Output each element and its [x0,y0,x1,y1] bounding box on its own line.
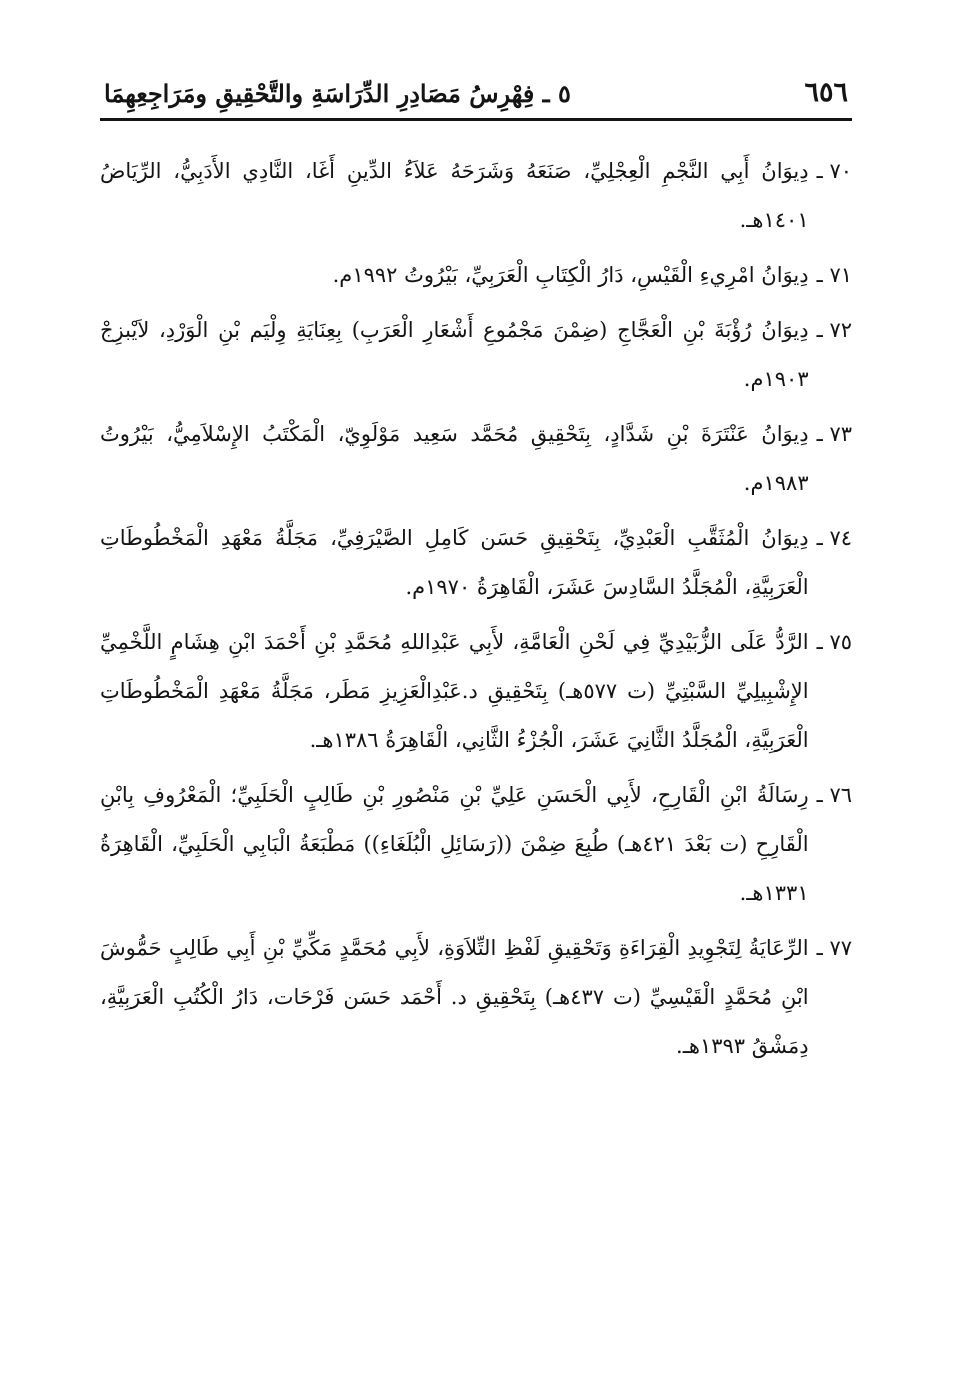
entry-number: ٧٥ ـ [816,630,852,654]
bibliography-entry-76 [100,771,852,918]
header-rule [100,118,852,121]
entry-number: ٧٤ ـ [816,526,852,550]
bibliography-entry-75 [100,618,852,765]
page-header [100,52,852,108]
entry-number: ٧٧ ـ [816,936,852,960]
entry-number: ٧٠ ـ [816,159,852,183]
entry-text: دِيوَانُ أَبِي النَّجْمِ الْعِجْلِيِّ، صَنَعَهُ وَشَرَحَهُ عَلاَءُ الدِّينِ أَغَا، النَّادِي الأَدَبِيُّ، الرِّيَاضُ ١٤٠١هـ. [100,159,809,232]
entry-number: ٧٢ ـ [816,318,852,342]
entry-text: رِسَالَةُ ابْنِ الْقَارِحِ، لأَبِي الْحَسَنِ عَلِيِّ بْنِ مَنْصُورِ بْنِ طَالِبٍ الْحَلَبِيِّ؛ الْمَعْرُوفِ بِابْنِ الْقَارِحِ (ت بَعْدَ ٤٢١هـ) طُبِعَ ضِمْنَ ((رَسَائِلِ الْبُلَغَاءِ)) مَطْبَعَةُ الْبَابِي الْحَلَبِيِّ، الْقَاهِرَةُ ١٣٣١هـ. [100,783,809,905]
bibliography-list [100,147,852,1071]
entry-text: دِيوَانُ امْرِيءِ الْقَيْسِ، دَارُ الْكِتَابِ الْعَرَبِيِّ، بَيْرُوتُ ١٩٩٢م. [332,263,809,287]
bibliography-entry-77 [100,924,852,1071]
bibliography-entry-73 [100,410,852,508]
entry-text: دِيوَانُ رُؤْبَةَ بْنِ الْعَجَّاجِ (ضِمْنَ مَجْمُوعِ أَشْعَارِ الْعَرَبِ) بِعِنَايَةِ وِلْيَم بْنِ الْوَرْدِ، لاَيْبزِجْ ١٩٠٣م. [100,318,809,391]
running-title: ٥ ـ فِهْرِسُ مَصَادِرِ الدِّرَاسَةِ والتَّحْقِيقِ ومَرَاجِعِهِمَا [104,79,571,108]
book-page [100,52,852,1077]
bibliography-entry-71 [100,251,852,300]
entry-text: دِيوَانُ عَنْتَرَةَ بْنِ شَدَّادٍ، بِتَحْقِيقِ مُحَمَّد سَعِيد مَوْلَوِيّ، الْمَكْتَبُ الإِسْلاَمِيُّ، بَيْرُوتُ ١٩٨٣م. [100,422,809,495]
entry-number: ٧٣ ـ [816,422,852,446]
entry-text: دِيوَانُ الْمُثَقَّبِ الْعَبْدِيِّ، بِتَحْقِيقِ حَسَن كَامِلِ الصَّيْرَفِيِّ، مَجَلَّةُ مَعْهَدِ الْمَخْطُوطَاتِ الْعَرَبِيَّةِ، الْمُجَلَّدُ السَّادِسَ عَشَرَ، الْقَاهِرَةُ ١٩٧٠م. [100,526,809,599]
entry-text: الرِّعَايَةُ لِتَجْوِيدِ الْقِرَاءَةِ وَتَحْقِيقِ لَفْظِ التِّلاَوَةِ، لأَبِي مُحَمَّدٍ مَكِّيِّ بْنِ أَبِي طَالِبٍ حَمُّوشَ ابْنِ مُحَمَّدٍ الْقَيْسِيِّ (ت ٤٣٧هـ) بِتَحْقِيقِ د. أَحْمَد حَسَن فَرْحَات، دَارُ الْكُتُبِ الْعَرَبِيَّةِ، دِمَشْقُ ١٣٩٣هـ. [100,936,809,1058]
page-number: ٦٥٦ [804,77,848,108]
entry-number: ٧٦ ـ [816,783,852,807]
bibliography-entry-72 [100,306,852,404]
bibliography-entry-70 [100,147,852,245]
bibliography-entry-74 [100,514,852,612]
entry-number: ٧١ ـ [816,263,852,287]
entry-text: الرَّدُّ عَلَى الزُّبَيْدِيِّ فِي لَحْنِ الْعَامَّةِ، لأَبِي عَبْدِاللهِ مُحَمَّدِ بْنِ أَحْمَدَ ابْنِ هِشَامٍ اللَّخْمِيِّ الإِشْبِيلِيِّ السَّبْتِيِّ (ت ٥٧٧هـ) بِتَحْقِيقِ د.عَبْدِالْعَزِيزِ مَطَر، مَجَلَّةُ مَعْهَدِ الْمَخْطُوطَاتِ الْعَرَبِيَّةِ، الْمُجَلَّدُ الثَّانِيَ عَشَرَ، الْجُزْءُ الثَّانِي، الْقَاهِرَةُ ١٣٨٦هـ. [100,630,809,752]
